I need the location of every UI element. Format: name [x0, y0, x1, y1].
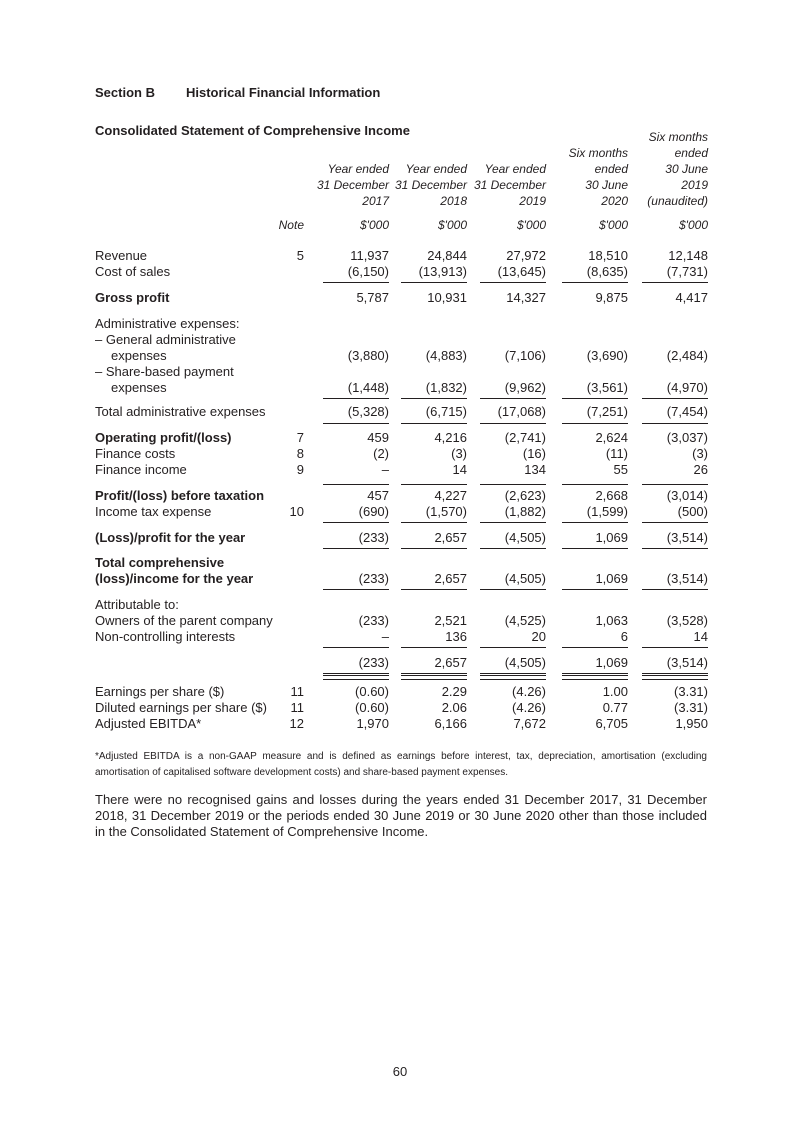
row-value: (3,690)	[586, 348, 628, 363]
table-row-loss-profit-year	[0, 530, 800, 546]
table-row-attrib-total	[0, 655, 800, 671]
table-row-general-admin-2	[0, 348, 800, 364]
total-rule	[401, 484, 467, 485]
column-header-line: 2019	[681, 178, 708, 192]
row-value: (16)	[522, 446, 546, 461]
row-value: (233)	[358, 655, 389, 670]
column-header-2	[395, 161, 467, 233]
total-rule	[401, 522, 467, 523]
total-rule	[562, 647, 628, 648]
table-row-general-admin-1	[0, 332, 800, 348]
row-value: 1,069	[595, 655, 628, 670]
row-value: 134	[524, 462, 546, 477]
double-total-rule	[401, 675, 467, 680]
table-row-finance-income	[0, 462, 800, 478]
total-rule	[323, 522, 389, 523]
column-header-line: Year ended	[327, 162, 389, 176]
column-header-1	[317, 161, 389, 233]
row-value: (4.26)	[512, 684, 546, 699]
row-value: 1.00	[602, 684, 628, 699]
total-rule	[642, 522, 708, 523]
row-value: 1,069	[595, 571, 628, 586]
row-value: (2)	[373, 446, 389, 461]
column-header-line: 2019	[519, 194, 546, 208]
table-row-operating-profit	[0, 430, 800, 446]
total-rule	[323, 647, 389, 648]
total-rule	[642, 484, 708, 485]
row-value: 12,148	[668, 248, 708, 263]
row-value: 1,063	[595, 613, 628, 628]
row-value: (3)	[451, 446, 467, 461]
total-rule	[323, 589, 389, 590]
column-header-line: Year ended	[405, 162, 467, 176]
row-label: Administrative expenses:	[95, 316, 240, 331]
total-rule	[323, 282, 389, 283]
row-label: Finance income	[95, 462, 187, 477]
row-value: (4,970)	[666, 380, 708, 395]
table-row-eps	[0, 684, 800, 700]
total-rule	[401, 548, 467, 549]
footnote: *Adjusted EBITDA is a non-GAAP measure and is defined as earnings before interest, tax, depreciation, amortisation (excluding amortisation of capitalised software development costs) and share-based payment expenses.	[95, 751, 707, 778]
column-header-line: 31 December	[394, 178, 467, 192]
row-label: Non-controlling interests	[95, 629, 236, 644]
table-row-diluted-eps	[0, 700, 800, 716]
row-value: 24,844	[427, 248, 467, 263]
table-row-cost-of-sales	[0, 264, 800, 280]
row-value: (1,570)	[425, 504, 467, 519]
total-rule	[401, 423, 467, 424]
row-label: Total comprehensive	[95, 555, 225, 570]
row-value: 5,787	[356, 290, 389, 305]
row-value: 6	[620, 629, 628, 644]
row-value: (233)	[358, 613, 389, 628]
row-value: 26	[693, 462, 708, 477]
row-value: (3,514)	[666, 655, 708, 670]
row-label: Profit/(loss) before taxation	[95, 488, 265, 503]
double-total-rule	[480, 675, 546, 680]
page-number: 60	[392, 1064, 408, 1079]
total-rule	[562, 282, 628, 283]
row-label: Attributable to:	[95, 597, 179, 612]
row-note: 9	[296, 462, 304, 477]
total-rule	[562, 423, 628, 424]
table-row-attributable	[0, 597, 800, 613]
row-value: (6,150)	[347, 264, 389, 279]
row-value: (13,645)	[497, 264, 546, 279]
table-row-gross-profit	[0, 290, 800, 306]
row-value: 2,624	[595, 430, 628, 445]
row-label: expenses	[111, 380, 167, 395]
row-value: (2,741)	[504, 430, 546, 445]
total-rule	[562, 548, 628, 549]
row-value: (3,037)	[666, 430, 708, 445]
row-value: 457	[367, 488, 389, 503]
column-header-line: $'000	[360, 218, 389, 232]
total-rule	[401, 647, 467, 648]
row-value: (233)	[358, 571, 389, 586]
row-value: (5,328)	[347, 404, 389, 419]
row-value: (11)	[605, 446, 628, 461]
table-row-total-comp-2	[0, 571, 800, 587]
row-value: 11,937	[350, 248, 389, 263]
row-value: –	[381, 462, 389, 477]
total-rule	[480, 398, 546, 399]
body-paragraph: There were no recognised gains and losses during the years ended 31 December 2017, 31 December 2018, 31 December 2019 or the periods ended 30 June 2019 or 30 June 2020 other than those included in the Consolidated Statement of Comprehensive Income.	[95, 792, 707, 839]
row-value: (7,731)	[666, 264, 708, 279]
section-label: Section B	[95, 85, 155, 100]
row-value: (0.60)	[355, 684, 389, 699]
row-value: (17,068)	[497, 404, 546, 419]
column-header-4	[569, 145, 628, 233]
table-row-owners	[0, 613, 800, 629]
double-total-rule	[562, 675, 628, 680]
row-value: (3,561)	[586, 380, 628, 395]
row-note: 12	[289, 716, 304, 731]
total-rule	[642, 398, 708, 399]
column-header-line: $'000	[599, 218, 628, 232]
row-label: Income tax expense	[95, 504, 212, 519]
total-rule	[401, 282, 467, 283]
row-value: (4,525)	[504, 613, 546, 628]
row-value: (4,505)	[504, 571, 546, 586]
column-header-line: $'000	[517, 218, 546, 232]
row-value: (2,484)	[666, 348, 708, 363]
double-total-rule	[642, 675, 708, 680]
total-rule	[323, 673, 389, 674]
table-row-total-admin	[0, 404, 800, 420]
note-column-header: Note	[278, 218, 304, 232]
row-value: (7,106)	[504, 348, 546, 363]
row-value: (6,715)	[425, 404, 467, 419]
column-header-line: 30 June	[665, 162, 708, 176]
row-value: 459	[367, 430, 389, 445]
total-rule	[401, 673, 467, 674]
column-header-line: $'000	[679, 218, 708, 232]
total-rule	[642, 423, 708, 424]
row-label: Gross profit	[95, 290, 170, 305]
column-header-line: 2017	[362, 194, 389, 208]
table-row-adj-ebitda	[0, 716, 800, 732]
row-value: (9,962)	[504, 380, 546, 395]
row-value: 2,521	[434, 613, 467, 628]
total-rule	[401, 398, 467, 399]
row-value: (1,599)	[586, 504, 628, 519]
row-value: 2.06	[441, 700, 467, 715]
row-value: 2.29	[441, 684, 467, 699]
row-note: 8	[296, 446, 304, 461]
statement-title: Consolidated Statement of Comprehensive Income	[95, 123, 410, 138]
row-label: Operating profit/(loss)	[95, 430, 232, 445]
row-value: (233)	[358, 530, 389, 545]
total-rule	[562, 484, 628, 485]
row-value: 10,931	[427, 290, 467, 305]
table-row-non-controlling	[0, 629, 800, 645]
row-value: (7,454)	[666, 404, 708, 419]
total-rule	[323, 484, 389, 485]
row-value: 14	[693, 629, 708, 644]
row-value: 2,657	[434, 571, 467, 586]
column-header-line: ended	[594, 162, 628, 176]
row-value: 27,972	[506, 248, 546, 263]
total-rule	[562, 673, 628, 674]
total-rule	[480, 589, 546, 590]
row-label: Finance costs	[95, 446, 176, 461]
row-note: 7	[296, 430, 304, 445]
column-header-5	[647, 129, 708, 233]
total-rule	[562, 589, 628, 590]
row-value: (3,514)	[666, 571, 708, 586]
row-value: 4,417	[675, 290, 708, 305]
table-row-profit-before-tax	[0, 488, 800, 504]
total-rule	[642, 673, 708, 674]
row-value: 136	[445, 629, 467, 644]
table-row-finance-costs	[0, 446, 800, 462]
total-rule	[401, 589, 467, 590]
total-rule	[480, 548, 546, 549]
row-value: 6,166	[434, 716, 467, 731]
row-value: (1,448)	[347, 380, 389, 395]
row-value: 1,069	[595, 530, 628, 545]
column-header-line: 30 June	[585, 178, 628, 192]
row-label: Adjusted EBITDA*	[95, 716, 202, 731]
row-value: (4,505)	[504, 530, 546, 545]
column-header-line: Six months	[648, 130, 708, 144]
total-rule	[562, 398, 628, 399]
double-total-rule	[323, 675, 389, 680]
row-value: 2,668	[595, 488, 628, 503]
table-row-revenue	[0, 248, 800, 264]
section-heading	[95, 85, 380, 100]
row-value: 9,875	[595, 290, 628, 305]
column-header-line: (unaudited)	[647, 194, 708, 208]
row-value: (3,880)	[347, 348, 389, 363]
row-value: (4,505)	[504, 655, 546, 670]
column-header-line: ended	[674, 146, 708, 160]
row-value: 4,227	[434, 488, 467, 503]
total-rule	[642, 548, 708, 549]
total-rule	[480, 282, 546, 283]
row-value: (2,623)	[504, 488, 546, 503]
row-value: 6,705	[595, 716, 628, 731]
total-rule	[642, 589, 708, 590]
column-header-line: 31 December	[316, 178, 389, 192]
row-note: 11	[290, 684, 304, 699]
row-label: – General administrative	[95, 332, 236, 347]
row-value: 2,657	[434, 530, 467, 545]
column-header-line: 2018	[440, 194, 467, 208]
row-value: 7,672	[513, 716, 546, 731]
column-header-3	[474, 161, 546, 233]
column-header-line: 2020	[601, 194, 628, 208]
section-title: Historical Financial Information	[186, 85, 381, 100]
total-rule	[480, 484, 546, 485]
row-value: 55	[613, 462, 628, 477]
row-value: 1,950	[675, 716, 708, 731]
row-value: (4.26)	[512, 700, 546, 715]
table-row-admin-header	[0, 316, 800, 332]
total-rule	[480, 423, 546, 424]
row-label: Total administrative expenses	[95, 404, 266, 419]
row-label: (loss)/income for the year	[95, 571, 254, 586]
total-rule	[480, 647, 546, 648]
total-rule	[323, 398, 389, 399]
row-label: Earnings per share ($)	[95, 684, 225, 699]
total-rule	[323, 548, 389, 549]
row-value: (4,883)	[425, 348, 467, 363]
row-value: (3.31)	[674, 684, 708, 699]
column-header-line: Year ended	[484, 162, 546, 176]
total-rule	[480, 673, 546, 674]
row-label: – Share-based payment	[95, 364, 234, 379]
row-value: (1,832)	[425, 380, 467, 395]
row-label: Cost of sales	[95, 264, 171, 279]
column-header-line: 31 December	[473, 178, 546, 192]
table-row-income-tax	[0, 504, 800, 520]
row-value: (0.60)	[355, 700, 389, 715]
total-rule	[642, 282, 708, 283]
row-value: (690)	[358, 504, 389, 519]
row-value: (3.31)	[674, 700, 708, 715]
table-row-total-comp-1	[0, 555, 800, 571]
row-value: (3,528)	[666, 613, 708, 628]
row-value: 0.77	[602, 700, 628, 715]
row-note: 5	[296, 248, 304, 263]
table-row-share-based-2	[0, 380, 800, 396]
total-rule	[323, 423, 389, 424]
row-value: 1,970	[356, 716, 389, 731]
column-header-line: Six months	[568, 146, 628, 160]
total-rule	[562, 522, 628, 523]
row-value: (8,635)	[586, 264, 628, 279]
row-value: (500)	[677, 504, 708, 519]
row-label: (Loss)/profit for the year	[95, 530, 246, 545]
row-value: 20	[531, 629, 546, 644]
row-value: (3,014)	[666, 488, 708, 503]
row-value: (3)	[692, 446, 708, 461]
row-value: 14,327	[506, 290, 546, 305]
row-value: (1,882)	[504, 504, 546, 519]
row-value: (3,514)	[666, 530, 708, 545]
column-header-line: $'000	[438, 218, 467, 232]
row-value: (7,251)	[586, 404, 628, 419]
row-value: –	[381, 629, 389, 644]
table-row-share-based-1	[0, 364, 800, 380]
row-label: Revenue	[95, 248, 148, 263]
row-label: Owners of the parent company	[95, 613, 273, 628]
total-rule	[480, 522, 546, 523]
row-note: 10	[289, 504, 304, 519]
row-label: expenses	[111, 348, 167, 363]
row-value: 18,510	[588, 248, 628, 263]
row-note: 11	[290, 700, 304, 715]
row-value: 4,216	[434, 430, 467, 445]
row-label: Diluted earnings per share ($)	[95, 700, 267, 715]
row-value: (13,913)	[418, 264, 467, 279]
row-value: 2,657	[434, 655, 467, 670]
row-value: 14	[452, 462, 467, 477]
total-rule	[642, 647, 708, 648]
